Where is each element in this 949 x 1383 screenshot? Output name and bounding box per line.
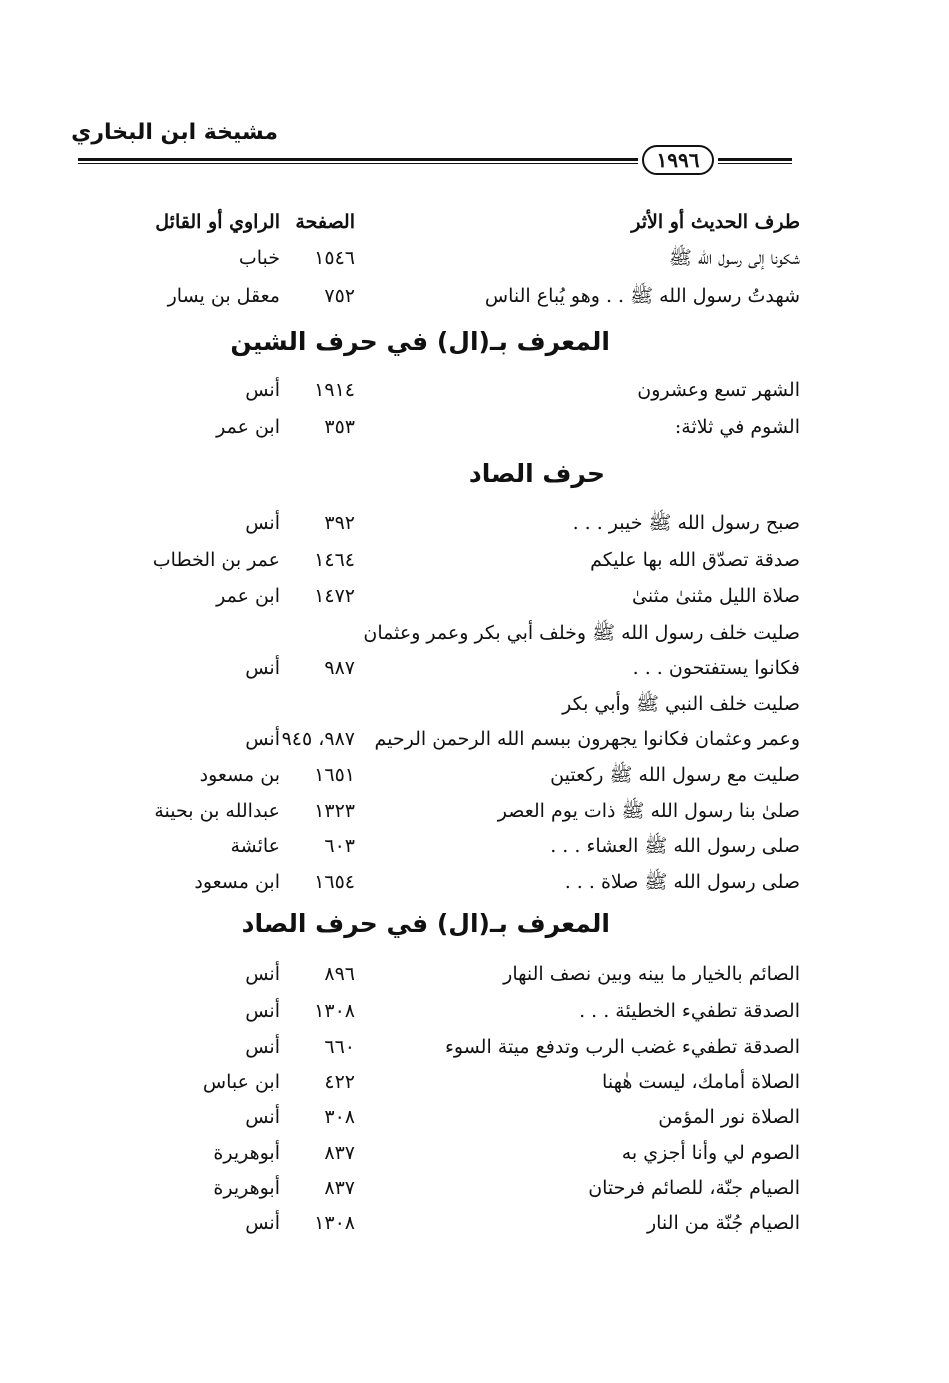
hadith-phrase: صلى رسول الله ﷺ العشاء . . .	[550, 835, 800, 857]
hadith-phrase: الصلاة نور المؤمن	[658, 1106, 800, 1128]
table-row	[100, 722, 800, 756]
page-ref: ٨٣٧	[324, 1177, 355, 1199]
narrator: أنس	[245, 1106, 280, 1128]
page-ref: ١٣٠٨	[314, 1000, 355, 1022]
page-ref: ١٦٥٤	[314, 871, 355, 893]
page-ref: ٩٨٧	[324, 657, 355, 679]
section-heading: المعرف بـ(ال) في حرف الصاد	[241, 909, 610, 938]
narrator: عمر بن الخطاب	[152, 549, 280, 571]
hadith-phrase: صدقة تصدّق الله بها عليكم	[590, 549, 800, 571]
page-ref: ٦٦٠	[324, 1036, 355, 1058]
hadith-phrase: صبح رسول الله ﷺ خيبر . . .	[572, 512, 800, 534]
narrator: أنس	[245, 1212, 280, 1234]
page-ref: ١٣٢٣	[314, 800, 355, 822]
narrator: معقل بن يسار	[167, 285, 280, 307]
narrator: عائشة	[230, 835, 280, 857]
narrator: أنس	[245, 728, 280, 750]
page-ref: ٩٨٧، ٩٤٥	[281, 728, 355, 750]
narrator: أنس	[245, 657, 280, 679]
hadith-phrase: الصوم لي وأنا أجزي به	[621, 1142, 800, 1164]
page-ref: ٤٢٢	[324, 1071, 355, 1093]
hadith-phrase: صلى رسول الله ﷺ صلاة . . .	[564, 871, 800, 893]
column-header-narrator: الراوي أو القائل	[155, 211, 280, 233]
narrator: خباب	[238, 247, 280, 269]
hadith-phrase: صليت خلف رسول الله ﷺ وخلف أبي بكر وعمر وعثمان	[363, 622, 800, 644]
hadith-phrase: فكانوا يستفتحون . . .	[632, 657, 800, 679]
table-row	[100, 687, 800, 721]
table-row	[100, 241, 800, 275]
hadith-phrase: الشوم في ثلاثة:	[674, 416, 800, 438]
hadith-phrase: الصائم بالخيار ما بينه وبين نصف النهار	[503, 963, 800, 985]
page-ref: ١٤٦٤	[314, 549, 355, 571]
narrator: بن مسعود	[199, 764, 280, 786]
page-ref: ٧٥٢	[324, 285, 355, 307]
narrator: أبوهريرة	[213, 1177, 280, 1199]
narrator: أنس	[245, 963, 280, 985]
page-ref: ٨٩٦	[324, 963, 355, 985]
hadith-phrase: الصيام جنّة، للصائم فرحتان	[588, 1177, 800, 1199]
page-ref: ١٩١٤	[314, 379, 355, 401]
table-row	[100, 506, 800, 540]
page-ref: ١٦٥١	[314, 764, 355, 786]
hadith-phrase: الصدقة تطفيء الخطيئة . . .	[579, 1000, 800, 1022]
table-row	[100, 1136, 800, 1170]
hadith-phrase: الصدقة تطفيء غضب الرب وتدفع ميتة السوء	[444, 1036, 800, 1058]
column-headers	[100, 205, 800, 239]
table-row	[100, 373, 800, 407]
hadith-phrase: وعمر وعثمان فكانوا يجهرون ببسم الله الرحمن الرحيم	[374, 728, 800, 750]
hadith-phrase: الصيام جُنّة من النار	[646, 1212, 800, 1234]
table-row	[100, 758, 800, 792]
table-row	[100, 794, 800, 828]
page-number: ١٩٩٦	[642, 145, 714, 175]
page-ref: ٦٠٣	[324, 835, 355, 857]
hadith-phrase: شكونا إلى رسول الله ﷺ	[668, 247, 800, 269]
table-row	[100, 651, 800, 685]
table-row	[100, 410, 800, 444]
page-ref: ٨٣٧	[324, 1142, 355, 1164]
table-row	[100, 543, 800, 577]
column-header-phrase: طرف الحديث أو الأثر	[631, 211, 800, 233]
hadith-phrase: الصلاة أمامك، ليست هٰهنا	[602, 1071, 800, 1093]
narrator: ابن مسعود	[194, 871, 280, 893]
hadith-phrase: صلاة الليل مثنىٰ مثنىٰ	[632, 585, 800, 607]
narrator: أنس	[245, 512, 280, 534]
column-header-page: الصفحة	[295, 211, 355, 233]
narrator: أنس	[245, 379, 280, 401]
narrator: أبوهريرة	[213, 1142, 280, 1164]
page-ref: ٣٠٨	[324, 1106, 355, 1128]
narrator: أنس	[245, 1036, 280, 1058]
page-ref: ١٣٠٨	[314, 1212, 355, 1234]
hadith-phrase: الشهر تسع وعشرون	[637, 379, 800, 401]
table-row	[100, 994, 800, 1028]
hadith-phrase: شهدتُ رسول الله ﷺ . . وهو يُباع الناس	[484, 285, 800, 307]
narrator: أنس	[245, 1000, 280, 1022]
page-ref: ٣٥٣	[324, 416, 355, 438]
narrator: ابن عمر	[216, 416, 280, 438]
table-row	[100, 1065, 800, 1099]
hadith-phrase: صليت خلف النبي ﷺ وأبي بكر	[562, 693, 800, 715]
page-ref: ٣٩٢	[324, 512, 355, 534]
table-row	[100, 1206, 800, 1240]
section-heading: حرف الصاد	[468, 459, 605, 488]
book-title: مشيخة ابن البخاري	[71, 120, 278, 145]
hadith-phrase: صلىٰ بنا رسول الله ﷺ ذات يوم العصر	[497, 800, 800, 822]
hadith-phrase: صليت مع رسول الله ﷺ ركعتين	[550, 764, 800, 786]
table-row	[100, 279, 800, 313]
table-row	[100, 1100, 800, 1134]
table-row	[100, 1171, 800, 1205]
narrator: ابن عمر	[216, 585, 280, 607]
table-row	[100, 865, 800, 899]
table-row	[100, 957, 800, 991]
narrator: عبدالله بن بحينة	[154, 800, 280, 822]
page-ref: ١٥٤٦	[314, 247, 355, 269]
section-heading: المعرف بـ(ال) في حرف الشين	[230, 327, 610, 356]
table-row	[100, 1030, 800, 1064]
table-row	[100, 616, 800, 650]
table-row	[100, 829, 800, 863]
narrator: ابن عباس	[202, 1071, 280, 1093]
table-row	[100, 579, 800, 613]
page-ref: ١٤٧٢	[314, 585, 355, 607]
